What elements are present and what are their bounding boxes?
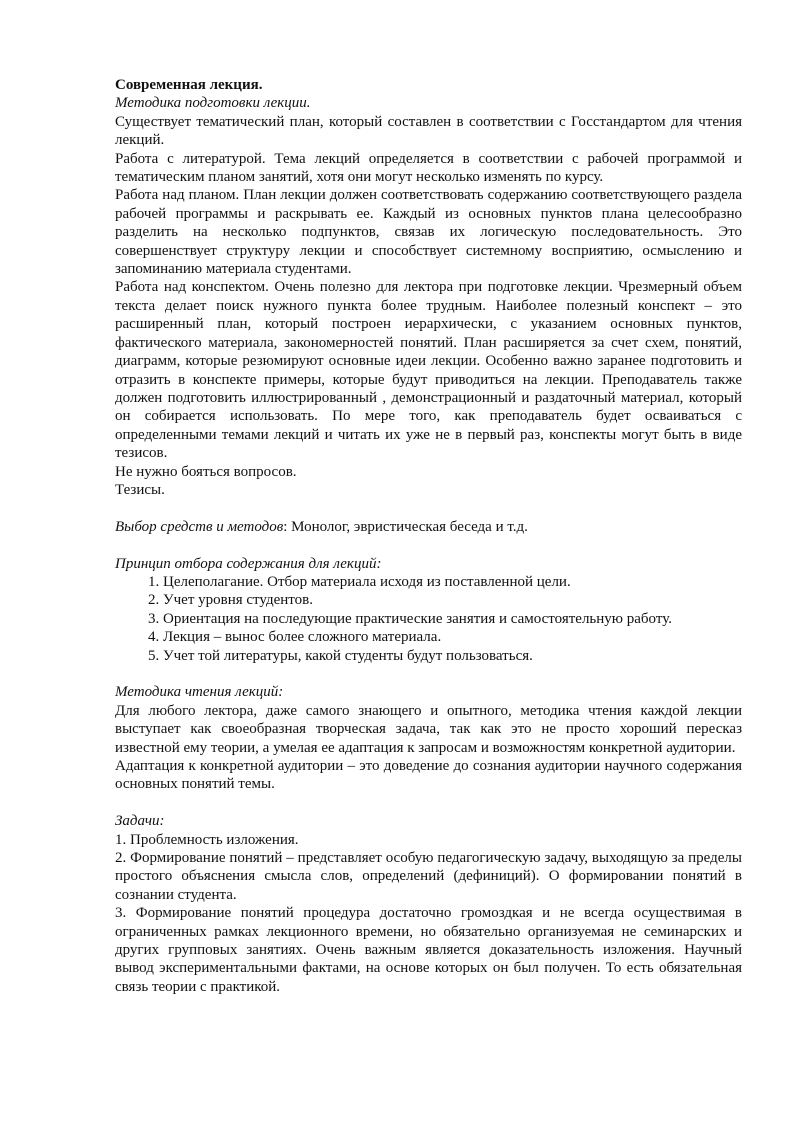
principle-heading: Принцип отбора содержания для лекций:: [115, 555, 382, 572]
method-heading: Методика чтения лекций:: [115, 684, 284, 701]
document-subtitle: Методика подготовки лекции.: [115, 95, 311, 112]
means-label: Выбор средств и методов: [115, 518, 284, 535]
paragraph-theses: Тезисы.: [115, 481, 165, 498]
paragraph-plan: Работа над планом. План лекции должен соответствовать содержанию соответствующего раздела рабочей программы и раскрывать ее. Каждый из основных пунктов плана целесообразно разделить на несколько подпунктов, связав их логическую последовательность. Это совершенствует структуру лекции и способствует системному восприятию, осмыслению и запоминанию материала студентами.: [115, 187, 742, 278]
blank-line: [115, 794, 742, 812]
list-item: 4. Лекция – вынос более сложного материала.: [163, 628, 742, 646]
task-item: 1. Проблемность изложения.: [115, 831, 299, 848]
paragraph-method: Для любого лектора, даже самого знающего и опытного, методика чтения каждой лекции выступает как своеобразная творческая задача, так как это не просто хороший пересказ известной ему теории, а умелая ее адаптация к запросам и возможностям конкретной аудитории.: [115, 702, 742, 756]
means-line: [115, 518, 742, 536]
blank-line: [115, 665, 742, 683]
list-item: 5. Учет той литературы, какой студенты будут пользоваться.: [163, 647, 742, 665]
list-item: 2. Учет уровня студентов.: [163, 591, 742, 609]
document-page: [115, 76, 742, 996]
paragraph-synopsis: Работа над конспектом. Очень полезно для лектора при подготовке лекции. Чрезмерный объем текста делает поиск нужного пункта более трудным. Наиболее полезный конспект – это расширенный план, который построен иерархически, с указанием основных пунктов, фактического материала, закономерностей понятий. План расширяется за счет схем, понятий, диаграмм, которые резюмируют основные идеи лекции. Особенно важно заранее подготовить и отразить в конспекте примеры, которые будут приводиться на лекции. Преподаватель также должен подготовить иллюстрированный , демонстрационный и раздаточный материал, который он собирается использовать. По мере того, как преподаватель будет осваиваться с определенными темами лекций и читать их уже не в первый раз, конспекты могут быть в виде тезисов.: [115, 279, 742, 462]
task-item: 3. Формирование понятий процедура достаточно громоздкая и не всегда осуществимая в ограниченных рамках лекционного времени, но обязательно организуемая не семинарских и других групповых занятиях. Очень важным является доказательность изложения. Научный вывод экспериментальными фактами, на основе которых он был получен. То есть обязательная связь теории с практикой.: [115, 905, 742, 995]
blank-line: [115, 536, 742, 554]
list-item: 1. Целеполагание. Отбор материала исходя из поставленной цели.: [163, 573, 742, 591]
paragraph-questions: Не нужно бояться вопросов.: [115, 463, 297, 480]
paragraph-adaptation: Адаптация к конкретной аудитории – это доведение до сознания аудитории научного содержания основных понятий темы.: [115, 757, 742, 793]
document-title: Современная лекция.: [115, 77, 263, 93]
paragraph-thematic-plan: Существует тематический план, который составлен в соответствии с Госстандартом для чтения лекций.: [115, 113, 742, 149]
paragraph-literature: Работа с литературой. Тема лекций определяется в соответствии с рабочей программой и тематическим планом занятий, хотя они могут несколько изменять по курсу.: [115, 150, 742, 186]
task-item: 2. Формирование понятий – представляет особую педагогическую задачу, выходящую за пределы простого объяснения смысла слов, определений (дефиниций). О формировании понятий в сознании студента.: [115, 850, 742, 903]
means-text: : Монолог, эвристическая беседа и т.д.: [283, 518, 528, 535]
blank-line: [115, 499, 742, 517]
list-item: 3. Ориентация на последующие практические занятия и самостоятельную работу.: [163, 610, 742, 628]
tasks-heading: Задачи:: [115, 813, 165, 830]
principles-list: [115, 573, 742, 665]
